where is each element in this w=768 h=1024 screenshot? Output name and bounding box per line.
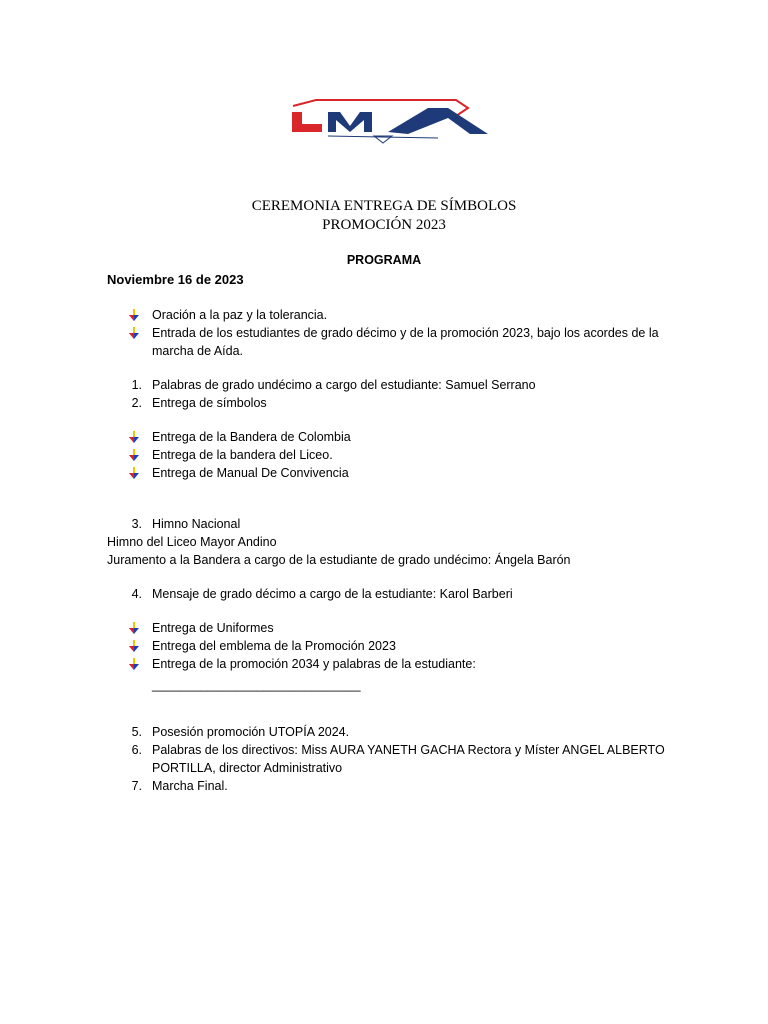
item-text: Entrega de símbolos bbox=[152, 396, 267, 410]
item-number: 7. bbox=[131, 779, 142, 793]
item-text: Palabras de los directivos: Miss AURA YANETH GACHA Rectora y Míster ANGEL ALBERTO bbox=[152, 743, 665, 757]
document-title-line-1: CEREMONIA ENTREGA DE SÍMBOLOS bbox=[251, 198, 517, 214]
list-item-text: Entrega de Manual De Convivencia bbox=[152, 466, 349, 480]
arrow-bullet-icon bbox=[128, 449, 140, 461]
item-text: Posesión promoción UTOPÍA 2024. bbox=[152, 725, 350, 739]
list-item-text: marcha de Aída. bbox=[152, 344, 244, 358]
item-text: Himno Nacional bbox=[152, 517, 241, 531]
event-date: Noviembre 16 de 2023 bbox=[107, 272, 244, 287]
item-text: Mensaje de grado décimo a cargo de la estudiante: Karol Barberi bbox=[152, 587, 513, 601]
item-number: 5. bbox=[131, 725, 142, 739]
list-item-text: Oración a la paz y la tolerancia. bbox=[152, 308, 328, 322]
item-text: PORTILLA, director Administrativo bbox=[152, 761, 343, 775]
arrow-bullet-icon bbox=[128, 327, 140, 339]
list-item-text: Entrega de la promoción 2034 y palabras de la estudiante: bbox=[152, 657, 476, 671]
arrow-bullet-icon bbox=[128, 622, 140, 634]
programa-heading: PROGRAMA bbox=[346, 253, 422, 267]
plain-line-text: Himno del Liceo Mayor Andino bbox=[107, 535, 277, 549]
item-number: 3. bbox=[131, 517, 142, 531]
arrow-bullet-icon bbox=[128, 640, 140, 652]
arrow-bullet-icon bbox=[128, 431, 140, 443]
arrow-bullet-icon bbox=[128, 467, 140, 479]
list-item-text: Entrega de la Bandera de Colombia bbox=[152, 430, 351, 444]
blank-underline: ______________________________ bbox=[152, 678, 361, 692]
arrow-bullet-icon bbox=[128, 309, 140, 321]
item-text: Marcha Final. bbox=[152, 779, 228, 793]
lma-logo bbox=[288, 96, 492, 146]
item-number: 1. bbox=[131, 378, 142, 392]
list-item-text: Entrada de los estudiantes de grado décimo y de la promoción 2023, bajo los acordes de la bbox=[152, 326, 659, 340]
item-number: 6. bbox=[131, 743, 142, 757]
list-item-text: Entrega del emblema de la Promoción 2023 bbox=[152, 639, 396, 653]
item-number: 4. bbox=[131, 587, 142, 601]
arrow-bullet-icon bbox=[128, 658, 140, 670]
item-number: 2. bbox=[131, 396, 142, 410]
plain-line-text: Juramento a la Bandera a cargo de la estudiante de grado undécimo: Ángela Barón bbox=[107, 553, 571, 567]
list-item-text: Entrega de la bandera del Liceo. bbox=[152, 448, 333, 462]
document-title-line-2: PROMOCIÓN 2023 bbox=[322, 217, 446, 233]
item-text: Palabras de grado undécimo a cargo del estudiante: Samuel Serrano bbox=[152, 378, 536, 392]
list-item-text: Entrega de Uniformes bbox=[152, 621, 274, 635]
